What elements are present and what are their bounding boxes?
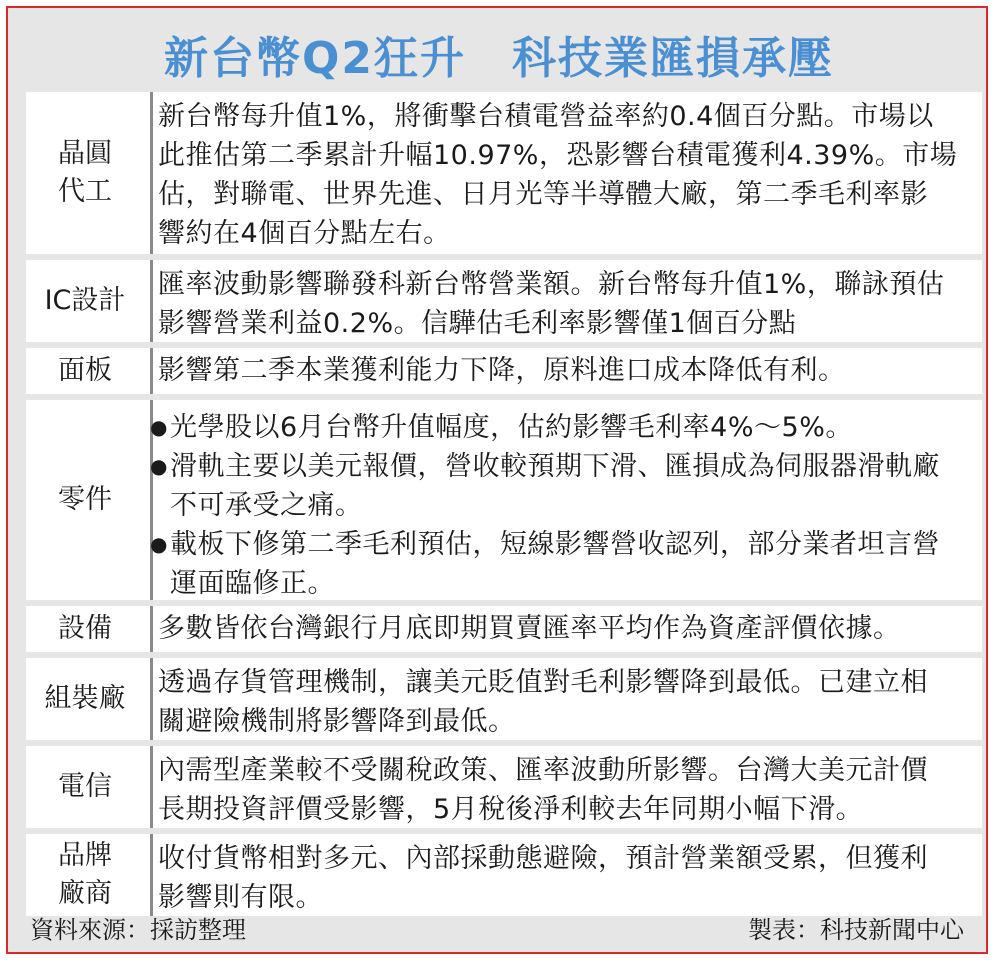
table-row	[26, 92, 982, 254]
bullet-item	[150, 447, 976, 525]
row-label-line: 廠商	[58, 878, 112, 909]
content-line: 匯率波動影響聯發科新台幣營業額。新台幣每升值1%，聯詠預估	[158, 269, 945, 300]
source-note: 資料來源：採訪整理	[30, 916, 246, 944]
content-line: 影響第二季本業獲利能力下降，原料進口成本降低有利。	[158, 355, 846, 386]
column-divider	[150, 606, 153, 652]
row-label-line: 代工	[58, 176, 112, 207]
column-divider	[150, 92, 153, 254]
content-line: 多數皆依台灣銀行月底即期買賣匯率平均作為資產評價依據。	[158, 613, 901, 644]
row-label-line: 電信	[58, 771, 112, 802]
content-line: 響約在4個百分點左右。	[158, 218, 451, 249]
table-row	[26, 348, 982, 394]
row-label	[26, 348, 144, 394]
row-label	[26, 658, 144, 740]
table-row	[26, 400, 982, 600]
content-line: 載板下修第二季毛利預估，短線影響營收認列，部分業者坦言營	[170, 529, 940, 560]
row-label-line: 零件	[58, 484, 112, 515]
row-content	[158, 658, 976, 740]
content-line: 收付貨幣相對多元、內部採動態避險，預計營業額受累，但獲利	[158, 843, 928, 874]
content-line: 影響營業利益0.2%。信驊估毛利率影響僅1個百分點	[158, 308, 797, 339]
row-label	[26, 260, 144, 342]
row-label	[26, 92, 144, 254]
row-content	[150, 400, 976, 600]
row-label-line: 面板	[58, 355, 112, 386]
row-label-line: IC設計	[44, 285, 126, 316]
row-label	[26, 400, 144, 600]
row-content	[158, 92, 976, 254]
content-line: 運面臨修正。	[170, 568, 335, 599]
row-content	[158, 348, 976, 394]
row-content	[158, 606, 976, 652]
content-line: 新台幣每升值1%，將衝擊台積電營益率約0.4個百分點。市場以	[158, 101, 934, 132]
infographic-frame	[6, 6, 988, 954]
row-label-line: 組裝廠	[44, 683, 126, 714]
bullet-dot-icon: ●	[150, 532, 168, 556]
content-line: 關避險機制將影響降到最低。	[158, 706, 516, 737]
bullet-item	[150, 408, 976, 447]
column-divider	[150, 834, 153, 916]
content-line: 影響則有限。	[158, 882, 323, 913]
content-line: 光學股以6月台幣升值幅度，估約影響毛利率4%～5%。	[170, 412, 853, 443]
row-label-line: 設備	[58, 613, 112, 644]
content-line: 不可承受之痛。	[170, 490, 363, 521]
row-label-line: 品牌	[58, 840, 112, 871]
table-row	[26, 746, 982, 828]
table-row	[26, 834, 982, 916]
column-divider	[150, 658, 153, 740]
table-row	[26, 260, 982, 342]
content-line: 長期投資評價受影響，5月稅後淨利較去年同期小幅下滑。	[158, 794, 864, 825]
row-label-line: 晶圓	[58, 138, 112, 169]
row-content	[158, 746, 976, 828]
column-divider	[150, 348, 153, 394]
table-row	[26, 606, 982, 652]
row-label	[26, 834, 144, 916]
row-label	[26, 606, 144, 652]
row-content	[158, 260, 976, 342]
bullet-item	[150, 525, 976, 603]
content-line: 內需型產業較不受關稅政策、匯率波動所影響。台灣大美元計價	[158, 755, 928, 786]
row-label	[26, 746, 144, 828]
table-row	[26, 658, 982, 740]
row-content	[158, 834, 976, 916]
maker-note: 製表：科技新聞中心	[748, 916, 964, 944]
content-line: 透過存貨管理機制，讓美元貶值對毛利影響降到最低。已建立相	[158, 667, 928, 698]
page-title: 新台幣Q2狂升 科技業匯損承壓	[163, 33, 835, 84]
content-line: 此推估第二季累計升幅10.97%，恐影響台積電獲利4.39%。市場	[158, 140, 958, 171]
bullet-dot-icon: ●	[150, 415, 168, 439]
column-divider	[150, 746, 153, 828]
content-line: 估，對聯電、世界先進、日月光等半導體大廠，第二季毛利率影	[158, 179, 928, 210]
bullet-dot-icon: ●	[150, 454, 168, 478]
content-line: 滑軌主要以美元報價，營收較預期下滑、匯損成為伺服器滑軌廠	[170, 451, 940, 482]
column-divider	[150, 260, 153, 342]
